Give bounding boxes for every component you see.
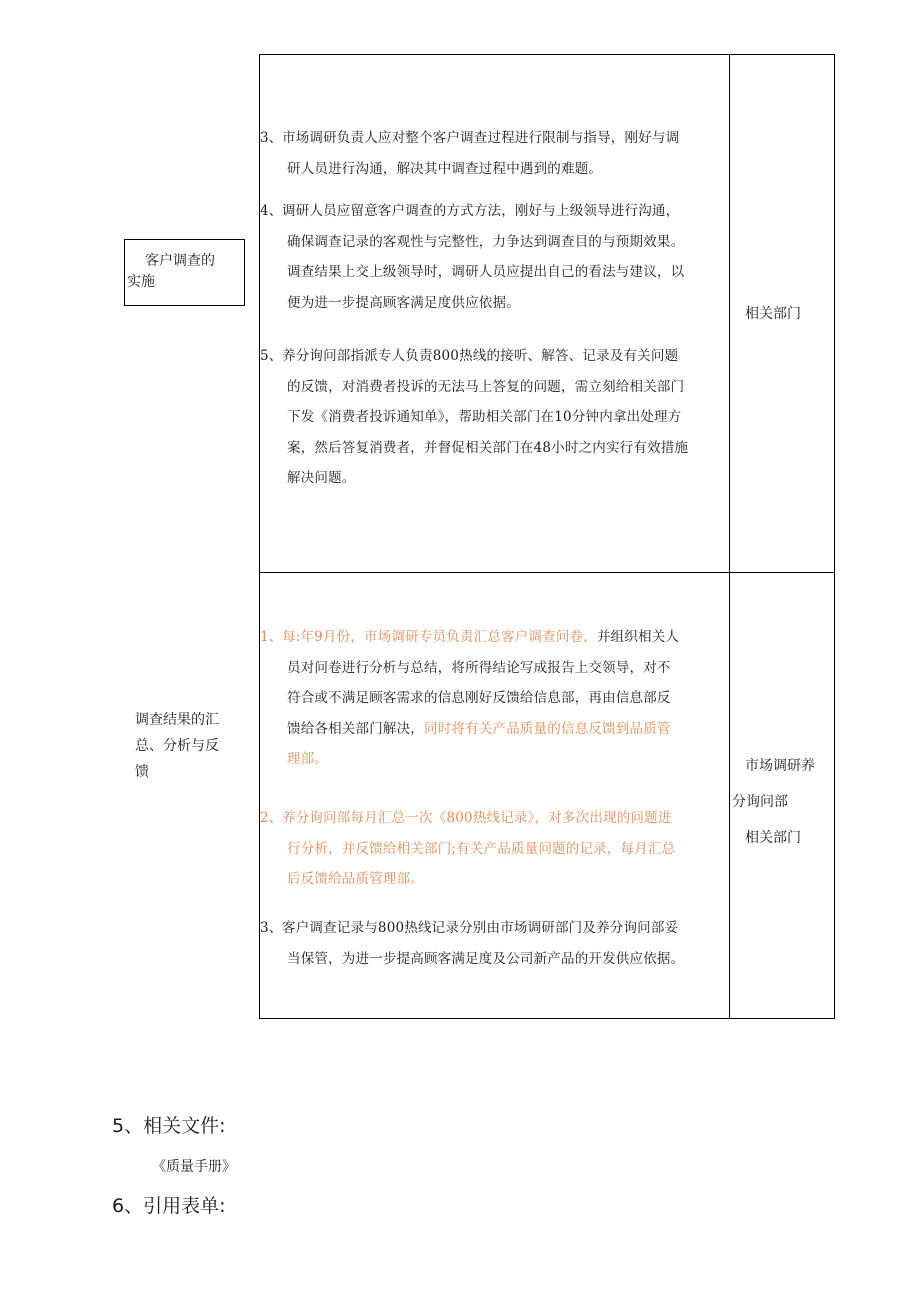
item-text-highlight: 同时将有关产品质量的信息反馈到品质管: [424, 720, 671, 737]
step-label-line2: 实施: [127, 274, 155, 290]
item-number: 1、: [260, 629, 283, 645]
item-text-highlight: 理部。: [287, 751, 329, 767]
item-number: 5、: [260, 348, 283, 364]
row1-item-3: [260, 123, 728, 184]
table-bottom-border: [259, 1018, 835, 1019]
row2-dept-line1: 市场调研养: [745, 758, 815, 774]
row1-item-4: [260, 196, 728, 318]
step-label-line3: 馈: [135, 764, 149, 780]
item-text-line: 便为进一步提高顾客满足度供应依据。: [287, 294, 520, 311]
section-5-heading: 5、相关文件:: [112, 1115, 226, 1137]
row1-item-5: [260, 341, 728, 494]
row2-dept-line2: 分询问部: [732, 794, 788, 810]
section-6-heading: 6、引用表单:: [112, 1195, 226, 1217]
item-text-line: 当保管，为进一步提高顾客满足度及公司新产品的开发供应依据。: [287, 950, 685, 967]
item-text-line: 解决问题。: [287, 470, 356, 486]
item-text-line: 市场调研负责人应对整个客户调查过程进行限制与指导，刚好与调: [282, 130, 680, 146]
row2-item-3: [260, 913, 728, 974]
row2-dept-line3: 相关部门: [745, 830, 801, 846]
item-text-line: 后反馈给品质管理部。: [287, 871, 424, 887]
row2-item-1: [260, 622, 728, 775]
item-number: 2、: [260, 810, 283, 826]
item-text-line: 下发《消费者投诉通知单》，帮助相关部门在10分钟内拿出处理方: [287, 409, 682, 425]
item-number: 3、: [260, 130, 283, 146]
step-label-line1: 调查结果的汇: [135, 712, 219, 728]
step-label-line2: 总、分析与反: [135, 738, 219, 754]
step-box-customer-survey: [124, 239, 245, 306]
item-text-line: 养分询问部每月汇总一次《800热线记录》，对多次出现的问题进: [282, 810, 672, 826]
item-number: 4、: [260, 203, 283, 219]
row2-item-2: [260, 803, 728, 895]
item-text-line: 的反馈，对消费者投诉的无法马上答复的问题，需立刻给相关部门: [287, 378, 685, 395]
step-label-line1: 客户调查的: [145, 253, 215, 269]
table-right-border: [834, 54, 835, 1019]
item-text-line: 客户调查记录与800热线记录分别由市场调研部门及养分询问部妥: [282, 920, 679, 936]
table-row-divider: [259, 572, 835, 573]
item-text: 并组织相关人: [596, 629, 680, 645]
item-text-line: 行分析，并反馈给相关部门;有关产品质量问题的记录，每月汇总: [287, 840, 676, 857]
item-text-line: 案，然后答复消费者，并督促相关部门在48小时之内实行有效措施: [287, 439, 689, 456]
table-column-divider: [729, 54, 730, 1019]
item-text-line: 调查结果上交上级领导时，调研人员应提出自己的看法与建议，以: [287, 264, 685, 280]
item-text-highlight: 每:年9月份，市场调研专员负责汇总客户调查问卷，: [282, 629, 597, 645]
item-text-line: 调研人员应留意客户调查的方式方法，刚好与上级领导进行沟通，: [282, 203, 680, 219]
item-text-line: 养分询问部指派专人负责800热线的接听、解答、记录及有关问题: [282, 348, 679, 364]
item-text-line: 员对问卷进行分析与总结，将所得结论写成报告上交领导，对不: [287, 659, 671, 676]
item-number: 3、: [260, 920, 283, 936]
table-top-border: [259, 54, 835, 55]
item-text-line: 研人员进行沟通，解决其中调查过程中遇到的难题。: [287, 160, 603, 177]
item-text: 馈给各相关部门解决，: [287, 720, 424, 737]
step-label-survey-results: [135, 707, 219, 785]
related-document: 《质量手册》: [152, 1159, 236, 1175]
item-text-line: 确保调查记录的客观性与完整性，力争达到调查目的与预期效果。: [287, 233, 685, 250]
item-text-line: 符合或不满足顾客需求的信息刚好反馈给信息部，再由信息部反: [287, 690, 671, 706]
row1-dept: 相关部门: [745, 306, 801, 322]
